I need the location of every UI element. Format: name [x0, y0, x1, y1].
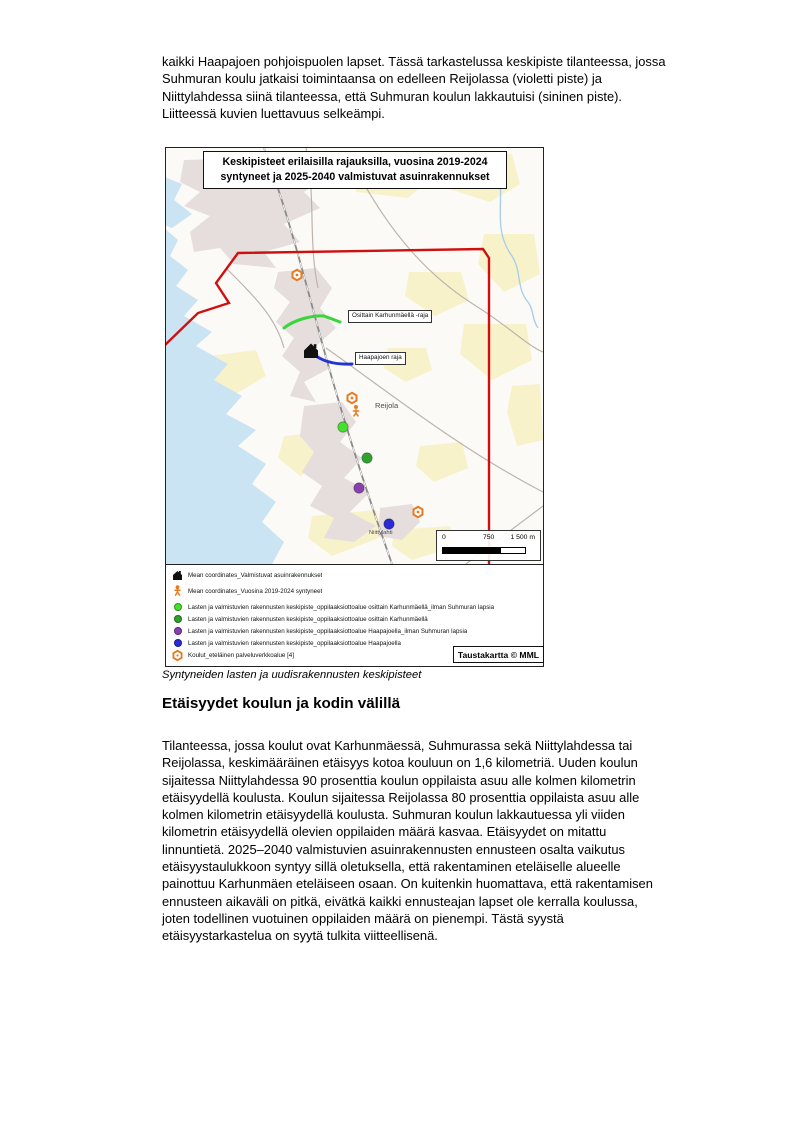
boundary-label-haapajoki: Haapajoen raja	[355, 352, 406, 365]
map-title	[203, 151, 507, 189]
body-line: ennusteen aikaväli on pitkä, eivätkä kaikki ennusteajan lapset ole kerralla koulussa,	[162, 893, 638, 909]
legend-label: Lasten ja valmistuvien rakennusten keskipiste_oppilaaksiottoalue osittain Karhunmäellä	[188, 615, 428, 623]
school-icon	[414, 507, 423, 517]
body-line: etäisyydellä koulusta. Koulun sijaitessa Reijolassa 80 prosenttia oppilaista asuu alle	[162, 789, 640, 805]
dot-icon	[172, 615, 183, 623]
body-line: etäisyystaulukkoon syntyy sillä oletuksella, että rakentaminen eteläiselle alueelle	[162, 859, 621, 875]
body-line: kilometrin etäisyydellä olevien oppilaiden määrä kasvaa. Etäisyydet on mitattu	[162, 824, 607, 840]
body-line: painottuu Karhunmäen eteläiseen osaan. On kuitenkin huomattava, että rakentamisen	[162, 876, 653, 892]
body-line: etäisyystarkastelua on syytä tulkita viitteellisenä.	[162, 928, 438, 944]
map-canvas	[166, 148, 543, 564]
body-line: linnuntietä. 2025–2040 valmistuvien asuinrakennusten ennusteen osalta vaikutus	[162, 841, 625, 857]
intro-paragraph	[162, 53, 762, 122]
school-icon	[172, 650, 183, 661]
centroid-dot-blue	[384, 519, 394, 529]
legend-item	[172, 569, 542, 581]
legend-label: Lasten ja valmistuvien rakennusten keskipiste_oppilaaksiottoalue Haapajoella_ilman Suhmuran lapsia	[188, 627, 468, 635]
scale-bar-segment-white	[500, 547, 526, 554]
scale-label-zero: 0	[442, 534, 446, 541]
intro-line: Suhmuran koulu jatkaisi toimintaansa on edelleen Reijolassa (violetti piste) ja	[162, 71, 602, 87]
legend-label: Koulut_eteläinen palveluverkkoalue [4]	[188, 651, 294, 659]
centroid-dot-light-green	[338, 422, 348, 432]
body-line: joten todellinen vuotuinen oppilaiden määrä on pienempi. Tästä syystä	[162, 910, 564, 926]
dot-icon	[172, 627, 183, 635]
map-title-line1: Keskipisteet erilaisilla rajauksilla, vuosina 2019-2024	[222, 156, 488, 168]
map-figure	[165, 147, 544, 667]
legend-item	[172, 625, 542, 637]
dot-icon	[172, 639, 183, 647]
basemap-credit: Taustakartta © MML	[453, 646, 544, 663]
legend-item	[172, 585, 542, 597]
school-icon	[348, 393, 357, 403]
legend-label: Mean coordinates_Valmistuvat asuinrakennukset	[188, 571, 323, 579]
body-line: kolmen kilometrin etäisyydellä koulusta. Suhmuran koulun lakkautuessa yli viiden	[162, 807, 625, 823]
body-paragraph	[162, 737, 762, 945]
figure-caption: Syntyneiden lasten ja uudisrakennusten keskipisteet	[162, 669, 422, 681]
legend-label: Lasten ja valmistuvien rakennusten keskipiste_oppilaaksiottoalue osittain Karhunmäellä_ilman Suhmuran lapsia	[188, 603, 495, 611]
intro-line: kaikki Haapajoen pohjoispuolen lapset. Tässä tarkastelussa keskipiste tilanteessa, jossa	[162, 54, 666, 69]
place-label-reijola: Reijola	[375, 401, 399, 410]
legend-label: Mean coordinates_Vuosina 2019-2024 syntyneet	[188, 587, 323, 595]
centroid-dot-purple	[354, 483, 364, 493]
legend-item	[172, 601, 542, 613]
body-line: sijaitessa Niittylahdessa 90 prosenttia koulun oppilaista asuu alle kolmen kilometrin	[162, 772, 636, 788]
section-heading: Etäisyydet koulun ja kodin välillä	[162, 695, 401, 712]
intro-line: Niittylahdessa siinä tilanteessa, että Suhmuran koulun lakkautuisi (sininen piste).	[162, 88, 623, 104]
scale-bar-segment-black	[442, 547, 500, 554]
map-legend	[166, 564, 543, 665]
scale-label-end: 1 500 m	[510, 534, 535, 541]
body-line: Tilanteessa, jossa koulut ovat Karhunmäessä, Suhmurassa sekä Niittylahdessa tai	[162, 738, 633, 753]
legend-label: Lasten ja valmistuvien rakennusten keskipiste_oppilaaksiottoalue Haapajoella	[188, 639, 401, 647]
intro-line: Liitteessä kuvien luettavuus selkeämpi.	[162, 105, 385, 121]
scale-label-mid: 750	[483, 534, 495, 541]
person-icon	[172, 585, 183, 597]
house-icon	[172, 570, 183, 581]
body-line: Reijolassa, keskimääräinen etäisyys kotoa kouluun on 1,6 kilometriä. Uuden koulun	[162, 755, 638, 771]
map-title-line2: syntyneet ja 2025-2040 valmistuvat asuinrakennukset	[220, 171, 490, 183]
centroid-dot-green	[362, 453, 372, 463]
boundary-label-karhunmaki: Osittain Karhunmäellä -raja	[348, 310, 432, 323]
scale-bar	[436, 530, 541, 561]
school-icon	[293, 270, 302, 280]
dot-icon	[172, 603, 183, 611]
place-label-niittylahti: Niittylahti	[369, 530, 393, 536]
legend-item	[172, 613, 542, 625]
